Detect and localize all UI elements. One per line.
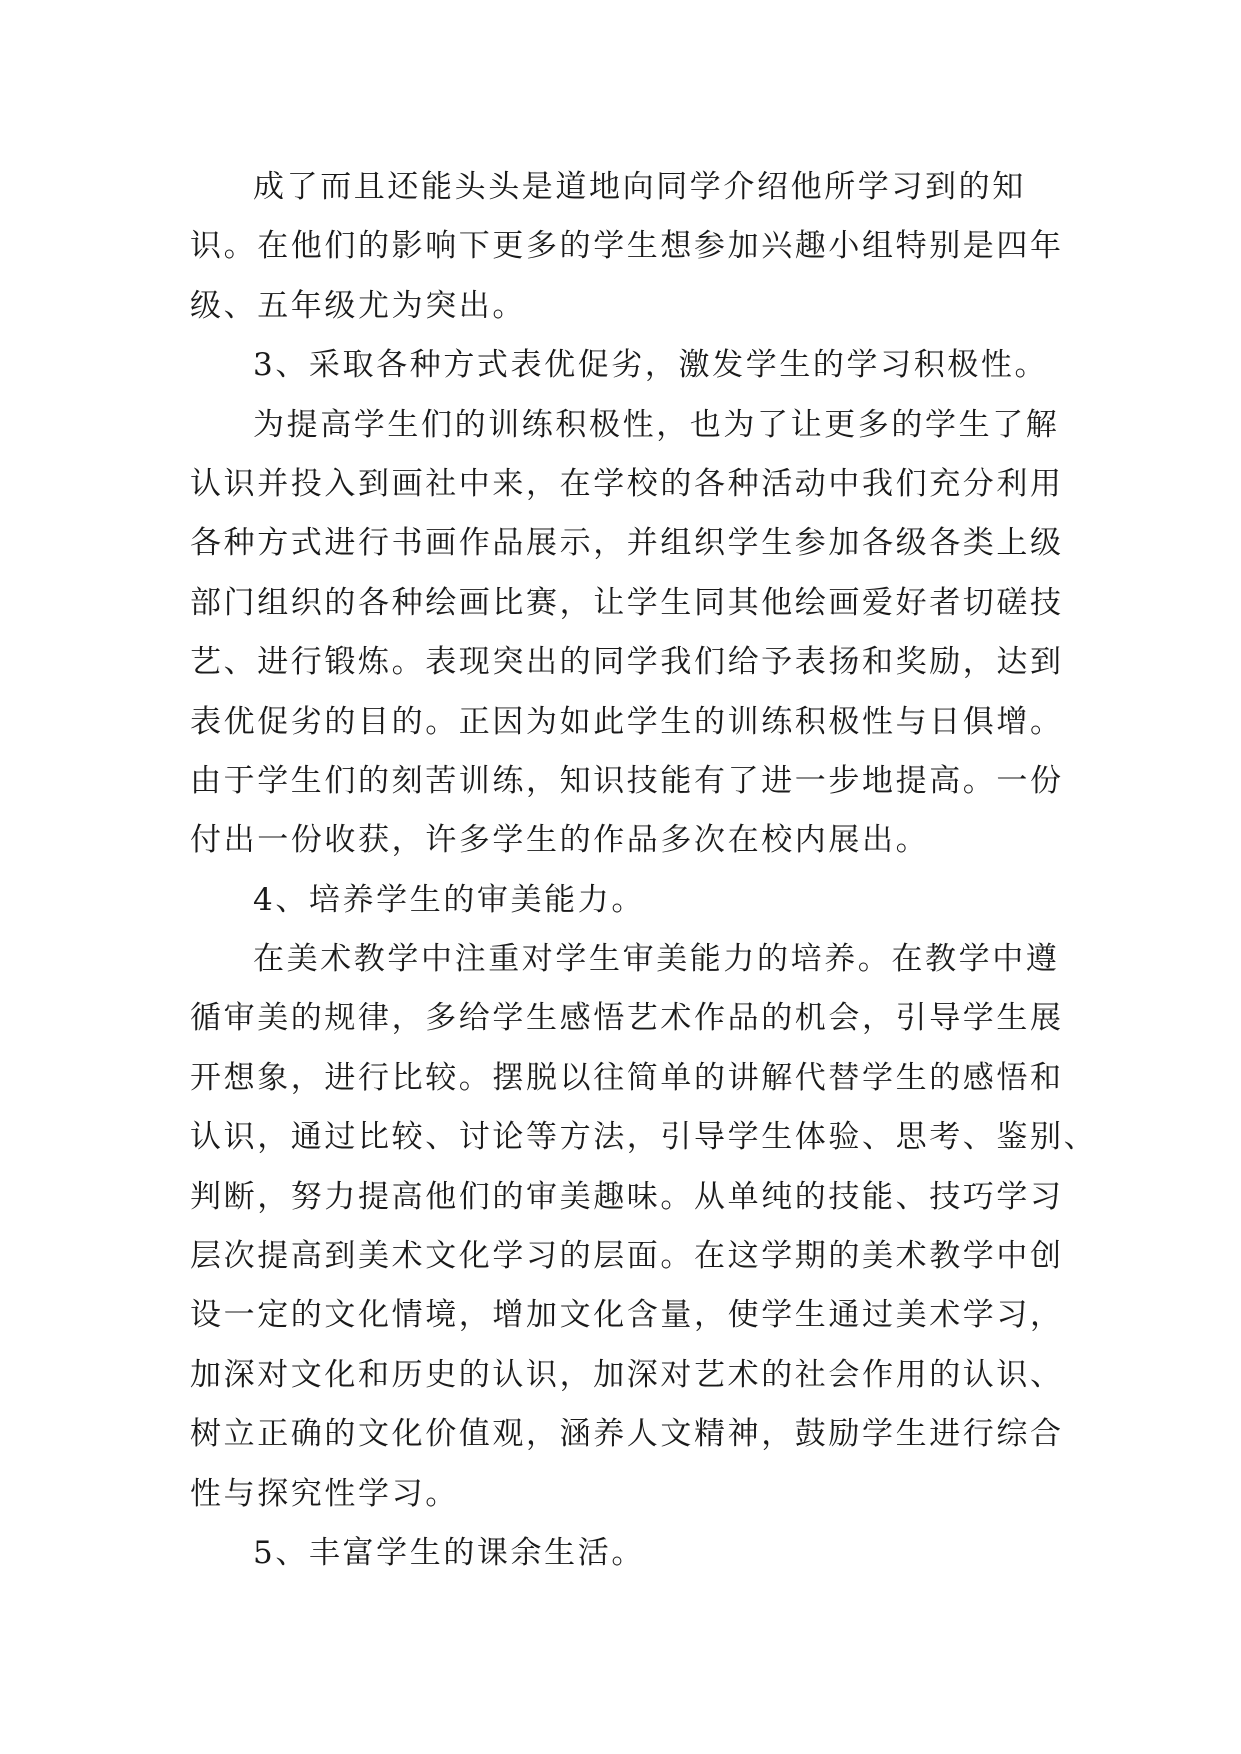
section-heading: 5、丰富学生的课余生活。 xyxy=(253,1534,645,1571)
text-line: 认识，通过比较、讨论等方法，引导学生体验、思考、鉴别、 xyxy=(190,1119,1098,1156)
text-line: 为提高学生们的训练积极性，也为了让更多的学生了解 xyxy=(253,406,1060,443)
text-line: 设一定的文化情境，增加文化含量，使学生通过美术学习， xyxy=(190,1297,1064,1334)
text-line: 开想象，进行比较。摆脱以往简单的讲解代替学生的感悟和 xyxy=(190,1059,1064,1096)
text-line: 树立正确的文化价值观，涵养人文精神，鼓励学生进行综合 xyxy=(190,1416,1064,1453)
text-line: 认识并投入到画社中来，在学校的各种活动中我们充分利用 xyxy=(190,465,1064,502)
text-line: 由于学生们的刻苦训练，知识技能有了进一步地提高。一份 xyxy=(190,762,1064,799)
text-line: 在美术教学中注重对学生审美能力的培养。在教学中遵 xyxy=(253,941,1060,978)
text-line: 成了而且还能头头是道地向同学介绍他所学习到的知 xyxy=(253,169,1026,205)
text-line: 艺、进行锻炼。表现突出的同学我们给予表扬和奖励，达到 xyxy=(190,644,1064,681)
document-body xyxy=(190,158,1098,1583)
text-line: 判断，努力提高他们的审美趣味。从单纯的技能、技巧学习 xyxy=(190,1178,1064,1215)
text-line: 循审美的规律，多给学生感悟艺术作品的机会，引导学生展 xyxy=(190,1000,1064,1037)
section-heading: 4、培养学生的审美能力。 xyxy=(253,881,645,918)
text-line: 级、五年级尤为突出。 xyxy=(190,287,526,324)
section-heading: 3、采取各种方式表优促劣，激发学生的学习积极性。 xyxy=(253,347,1049,384)
text-line: 各种方式进行书画作品展示，并组织学生参加各级各类上级 xyxy=(190,525,1064,562)
text-line: 部门组织的各种绘画比赛，让学生同其他绘画爱好者切磋技 xyxy=(190,584,1064,621)
text-line: 加深对文化和历史的认识，加深对艺术的社会作用的认识、 xyxy=(190,1356,1064,1393)
text-line: 表优促劣的目的。正因为如此学生的训练积极性与日俱增。 xyxy=(190,703,1064,740)
text-line: 付出一份收获，许多学生的作品多次在校内展出。 xyxy=(190,822,930,859)
text-line: 层次提高到美术文化学习的层面。在这学期的美术教学中创 xyxy=(190,1238,1064,1275)
text-line: 性与探究性学习。 xyxy=(190,1475,459,1512)
text-line: 识。在他们的影响下更多的学生想参加兴趣小组特别是四年 xyxy=(190,228,1064,265)
